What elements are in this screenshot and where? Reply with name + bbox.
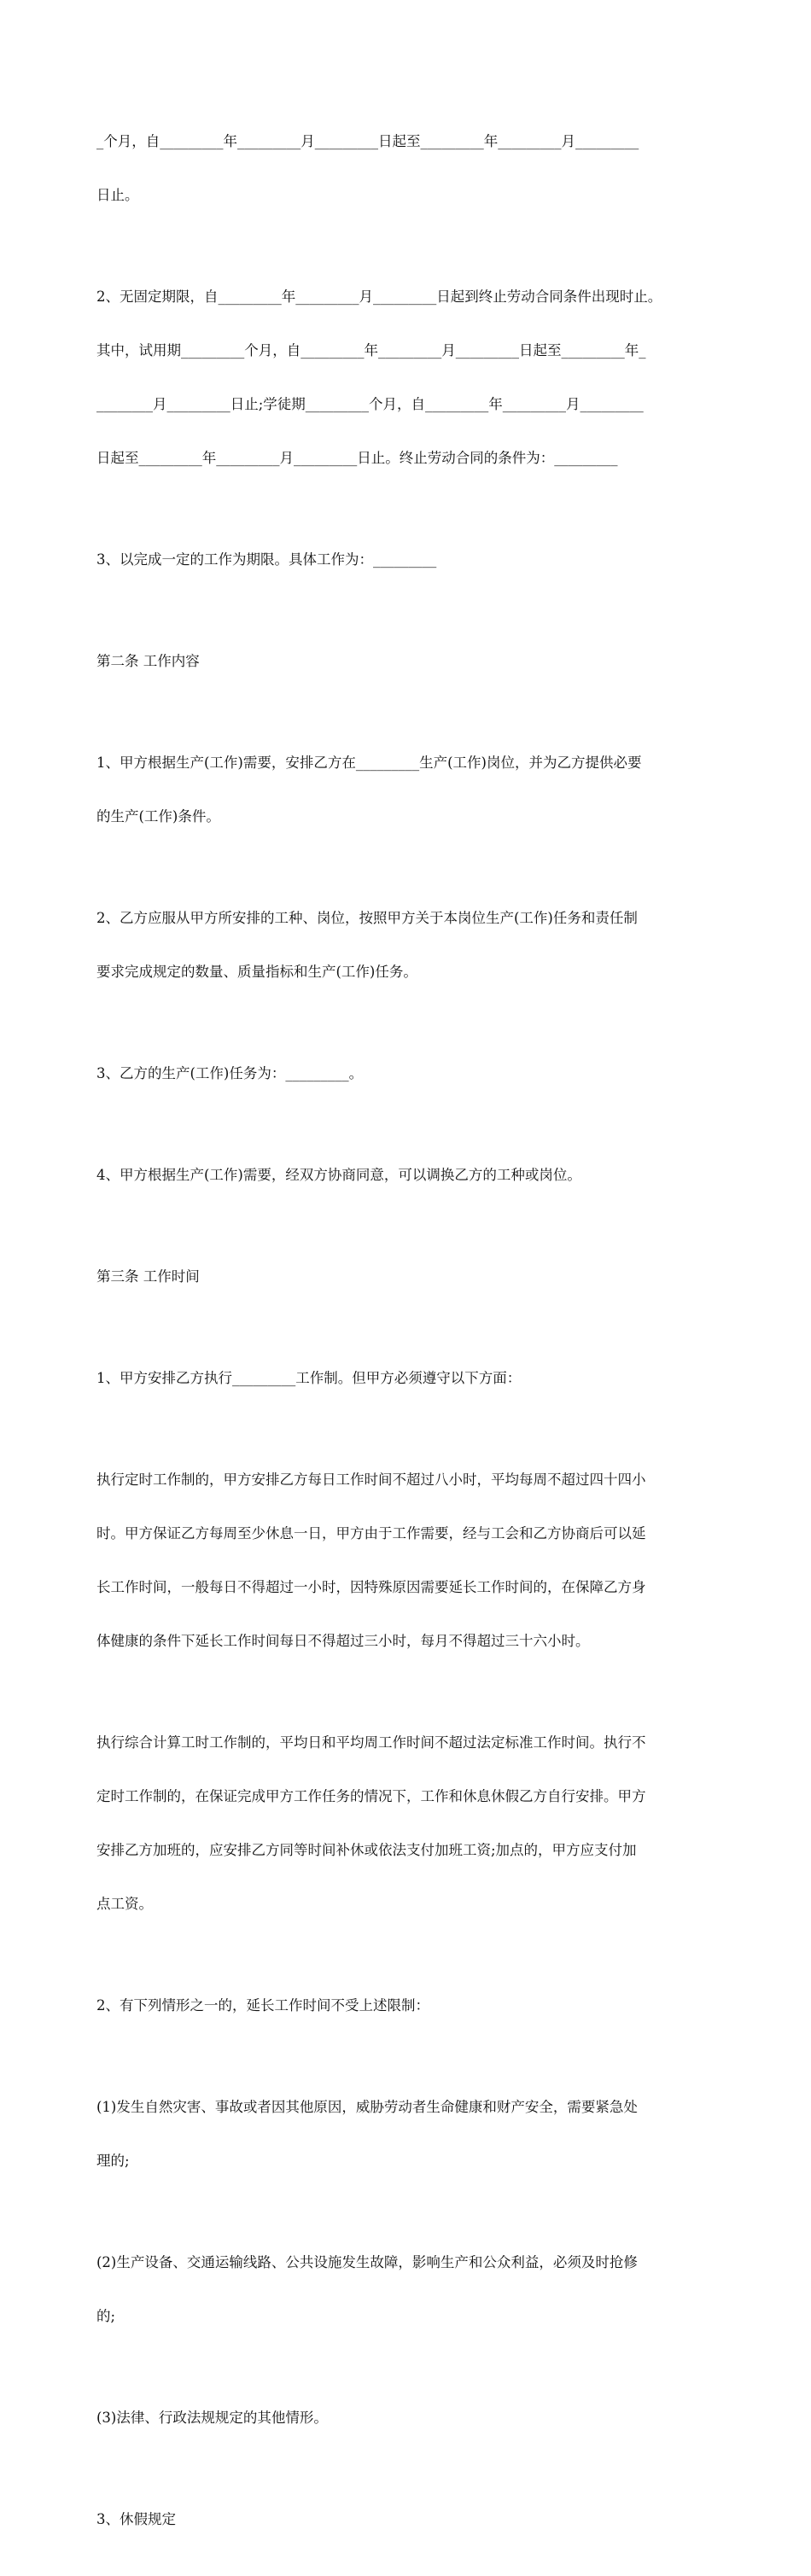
document-body: [96, 96, 728, 2576]
section-heading-work-content: [96, 616, 728, 706]
text-line: (1)发生自然灾害、事故或者因其他原因，威胁劳动者生命健康和财产安全，需要紧急处: [96, 2099, 638, 2115]
text-line: 日起至_________年_________月_________日止。终止劳动合同的条件为：_________: [96, 450, 618, 466]
text-line: 日止。: [96, 187, 139, 203]
text-line: (3)法律、行政法规规定的其他情形。: [96, 2410, 328, 2426]
text-line: 时。甲方保证乙方每周至少休息一日，甲方由于工作需要，经与工会和乙方协商后可以延: [96, 1525, 646, 1542]
text-line: ________月_________日止;学徒期_________个月，自_________年_________月_________: [96, 396, 644, 412]
text-line: 点工资。: [96, 1896, 153, 1912]
section-title: 第二条 工作内容: [96, 653, 200, 669]
paragraph-exception-3: [96, 2373, 728, 2462]
paragraph-comprehensive-hours: [96, 1698, 728, 1949]
text-line: 3、乙方的生产(工作)任务为：_________。: [96, 1065, 364, 1081]
text-line: 体健康的条件下延长工作时间每日不得超过三小时，每月不得超过三十六小时。: [96, 1633, 590, 1649]
text-line: 长工作时间，一般每日不得超过一小时，因特殊原因需要延长工作时间的，在保障乙方身: [96, 1579, 646, 1595]
paragraph-work-content-1: [96, 718, 728, 861]
paragraph-work-content-2: [96, 873, 728, 1017]
text-line: 理的;: [96, 2153, 130, 2169]
section-heading-work-time: [96, 1232, 728, 1321]
paragraph-exception-2: [96, 2218, 728, 2361]
paragraph-exception-1: [96, 2062, 728, 2206]
text-line: _个月，自_________年_________月_________日起至_________年_________月_________: [96, 133, 639, 149]
text-line: 1、甲方根据生产(工作)需要，安排乙方在_________生产(工作)岗位，并为乙方提供必要: [96, 755, 642, 771]
paragraph-task-term: [96, 515, 728, 604]
paragraph-work-content-4: [96, 1130, 728, 1220]
text-line: 1、甲方安排乙方执行_________工作制。但甲方必须遵守以下方面：: [96, 1370, 522, 1386]
text-line: 安排乙方加班的，应安排乙方同等时间补休或依法支付加班工资;加点的，甲方应支付加: [96, 1842, 637, 1858]
paragraph-work-content-3: [96, 1029, 728, 1118]
section-title: 第三条 工作时间: [96, 1268, 200, 1285]
text-line: 定时工作制的，在保证完成甲方工作任务的情况下，工作和休息休假乙方自行安排。甲方: [96, 1788, 646, 1804]
text-line: 执行定时工作制的，甲方安排乙方每日工作时间不超过八小时，平均每周不超过四十四小: [96, 1472, 646, 1488]
paragraph-leave-rules: [96, 2474, 728, 2564]
text-line: 4、甲方根据生产(工作)需要，经双方协商同意，可以调换乙方的工种或岗位。: [96, 1167, 581, 1183]
text-line: 的;: [96, 2308, 116, 2324]
paragraph-overtime-exceptions: [96, 1961, 728, 2050]
text-line: 3、休假规定: [96, 2511, 176, 2527]
text-line: 的生产(工作)条件。: [96, 808, 220, 825]
text-line: (2)生产设备、交通运输线路、公共设施发生故障，影响生产和公众利益，必须及时抢修: [96, 2254, 638, 2270]
text-line: 3、以完成一定的工作为期限。具体工作为：_________: [96, 551, 437, 568]
text-line: 执行综合计算工时工作制的，平均日和平均周工作时间不超过法定标准工作时间。执行不: [96, 1734, 646, 1751]
paragraph-indefinite-term: [96, 252, 728, 503]
text-line: 2、有下列情形之一的，延长工作时间不受上述限制：: [96, 1997, 429, 2014]
paragraph-term-end-date: [96, 96, 728, 240]
text-line: 2、乙方应服从甲方所安排的工种、岗位，按照甲方关于本岗位生产(工作)任务和责任制: [96, 910, 638, 926]
text-line: 要求完成规定的数量、质量指标和生产(工作)任务。: [96, 964, 417, 980]
text-line: 其中，试用期_________个月，自_________年_________月_________日起至_________年_: [96, 342, 646, 358]
paragraph-work-time-1: [96, 1333, 728, 1423]
paragraph-standard-hours: [96, 1435, 728, 1686]
text-line: 2、无固定期限，自_________年_________月_________日起到终止劳动合同条件出现时止。: [96, 288, 662, 305]
